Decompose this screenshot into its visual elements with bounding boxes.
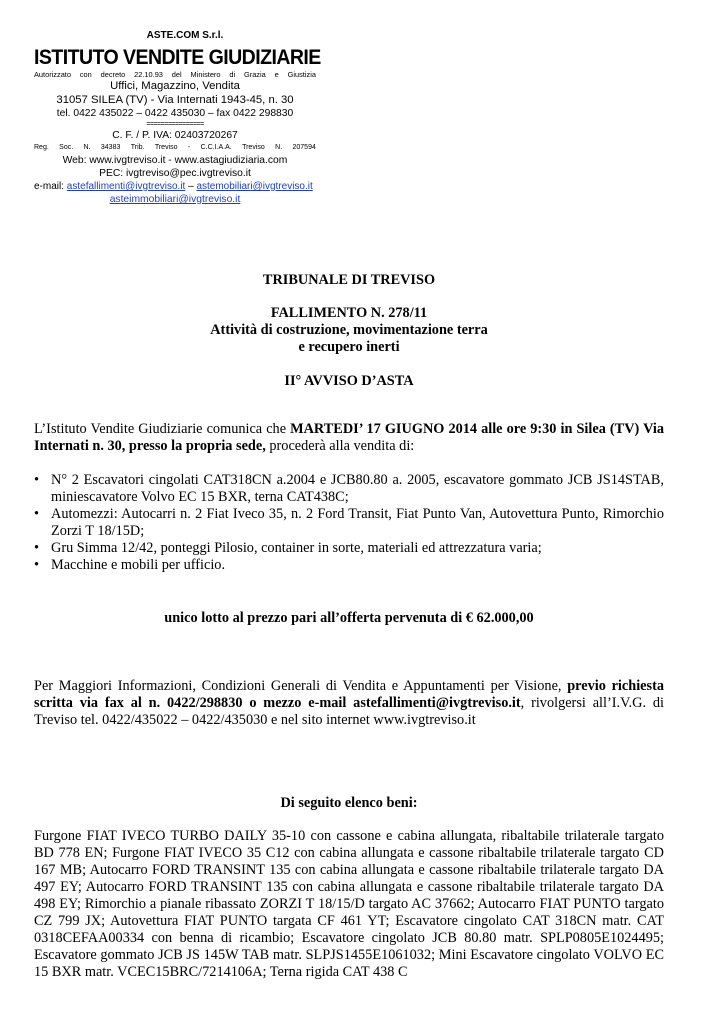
auth-word: Giustizia (287, 70, 316, 79)
company-name: ASTE.COM S.r.l. (146, 30, 224, 41)
price-line: unico lotto al prezzo pari all’offerta pervenuta di € 62.000,00 (164, 610, 534, 626)
list-item (34, 557, 664, 574)
auth-word: Grazia (243, 70, 266, 79)
reg-word: Treviso (154, 144, 178, 151)
reg-word: N. (275, 144, 283, 151)
case-number: FALLIMENTO N. 278/11 (270, 305, 428, 321)
activity-line-2: e recupero inerti (298, 339, 400, 355)
reg-word: C.C.I.A.A. (200, 144, 232, 151)
info-text: Per Maggiori Informazioni, Condizioni Generali di Vendita e Appuntamenti per Visione, (34, 678, 568, 694)
items-list (34, 472, 664, 574)
items-list-wrapper (34, 472, 664, 574)
bullet-icon: • (34, 472, 40, 488)
auth-word: e (274, 70, 279, 79)
email-link-mobiliari[interactable]: astemobiliari@ivgtreviso.it (196, 181, 313, 192)
bullet-icon: • (34, 506, 40, 522)
auth-word: 22.10.93 (134, 70, 163, 79)
reg-word: Reg. (34, 144, 49, 151)
reg-word: Treviso (242, 144, 265, 151)
list-item-text: N° 2 Escavatori cingolati CAT318CN a.2004 e JCB80.80 a. 2005, escavatore gommato JCB JS14STAB, miniescavatore Volvo EC 15 BXR, terna CAT438C; (51, 472, 664, 505)
info-text-end: , rivolgersi all’I.V.G. di Treviso tel. 0422/435022 – 0422/435030 e nel sito internet www.ivgtreviso.it (34, 695, 664, 728)
email-link-fallimenti[interactable]: astefallimenti@ivgtreviso.it (66, 181, 186, 192)
list-item (34, 540, 664, 557)
web-line: Web: www.ivgtreviso.it - www.astagiudiziaria.com (62, 155, 288, 166)
phones-line: tel. 0422 435022 – 0422 435030 – fax 0422 298830 (56, 108, 294, 119)
reg-word: Trib. (130, 144, 145, 151)
email-label: e-mail: (34, 181, 67, 192)
list-item (34, 506, 664, 540)
email-separator: – (185, 181, 197, 192)
email-line-2 (34, 193, 316, 206)
tax-id-line: C. F. / P. IVA: 02403720267 (112, 130, 238, 141)
info-paragraph (34, 678, 664, 729)
address-line: 31057 SILEA (TV) - Via Internati 1943-45, n. 30 (56, 94, 294, 106)
auth-word: di (229, 70, 236, 79)
letterhead (34, 30, 321, 206)
intro-text: L’Istituto Vendite Giudiziarie comunica che (34, 421, 291, 437)
notice-title: II° AVVISO D’ASTA (284, 373, 414, 389)
list-item-text: Gru Simma 12/42, ponteggi Pilosio, container in sorte, materiali ed attrezzatura varia; (51, 540, 542, 556)
auth-word: del (171, 70, 182, 79)
reg-word: 207594 (292, 144, 316, 151)
registry-line (34, 142, 316, 154)
court-heading: TRIBUNALE DI TREVISO (262, 272, 436, 288)
intro-paragraph (34, 421, 664, 455)
reg-word: Soc. (59, 144, 74, 151)
activity-line-1: Attività di costruzione, movimentazione terra (210, 322, 488, 338)
reg-word: 34383 (100, 144, 121, 151)
list-item (34, 472, 664, 506)
offices-line: Uffici, Magazzino, Vendita (110, 80, 240, 92)
pec-line: PEC: ivgtreviso@pec.ivgtreviso.it (99, 168, 251, 179)
goods-list-text: Furgone FIAT IVECO TURBO DAILY 35-10 con cassone e cabina allungata, ribaltabile trilaterale targato BD 778 EN; Furgone FIAT IVECO 35 C12 con cabina allungata e cassone ribaltabile trilaterale targato CD 167 MB; Autocarro FORD TRANSINT 135 con cabina allungata e cassone ribaltabile trilaterale targato DA 497 EY; Autocarro FORD TRANSINT 135 con cabina allungata e cassone ribaltabile trilaterale targato DA 498 EY; Rimorchio a pianale ribassato ZORZI T 18/15/D targato AC 37662; Autocarro FIAT PUNTO targato CZ 799 JX; Autovettura FIAT PUNTO targata CF 461 YT; Escavatore cingolato CAT 318CN matr. CAT 0318CEFAA00334 con benna di ricambio; Escavatore cingolato JCB 80.80 matr. SPLP0805E1024495; Escavatore gommato JCB JS 145W TAB matr. SLPJS1455E1061032; Mini Escavatore cingolato VOLVO EC 15 BXR matr. VCEC15BRC/7214106A; Terna rigida CAT 438 C (34, 828, 664, 980)
reg-word: - (187, 144, 191, 151)
reg-word: N. (83, 144, 91, 151)
list-item-text: Macchine e mobili per ufficio. (51, 557, 226, 573)
separator-line: ================ (146, 121, 204, 128)
brand-title: ISTITUTO VENDITE GIUDIZIARIE (34, 46, 321, 69)
goods-list-title: Di seguito elenco beni: (280, 795, 418, 811)
auth-word: con (79, 70, 92, 79)
list-item-text: Automezzi: Autocarri n. 2 Fiat Iveco 35, n. 2 Ford Transit, Fiat Punto Van, Autovettura Punto, Rimorchio Zorzi T 18/15D; (51, 506, 664, 539)
email-link-immobiliari[interactable]: asteimmobiliari@ivgtreviso.it (109, 194, 241, 205)
auction-date-location: MARTEDI’ 17 GIUGNO 2014 alle ore 9:30 in Silea (TV) Via Internati n. 30, presso la propria sede, (34, 421, 664, 454)
auth-word: Ministero (190, 70, 221, 79)
bullet-icon: • (34, 557, 40, 573)
authorization-line (34, 70, 316, 79)
auth-word: decreto (100, 70, 126, 79)
info-contact-bold: previo richiesta scritta via fax al n. 0422/298830 o mezzo e-mail astefallimenti@ivgtreviso.it (34, 678, 664, 711)
intro-text-end: procederà alla vendita di: (265, 438, 415, 454)
bullet-icon: • (34, 540, 40, 556)
email-line (34, 180, 316, 193)
auth-word: Autorizzato (34, 70, 71, 79)
